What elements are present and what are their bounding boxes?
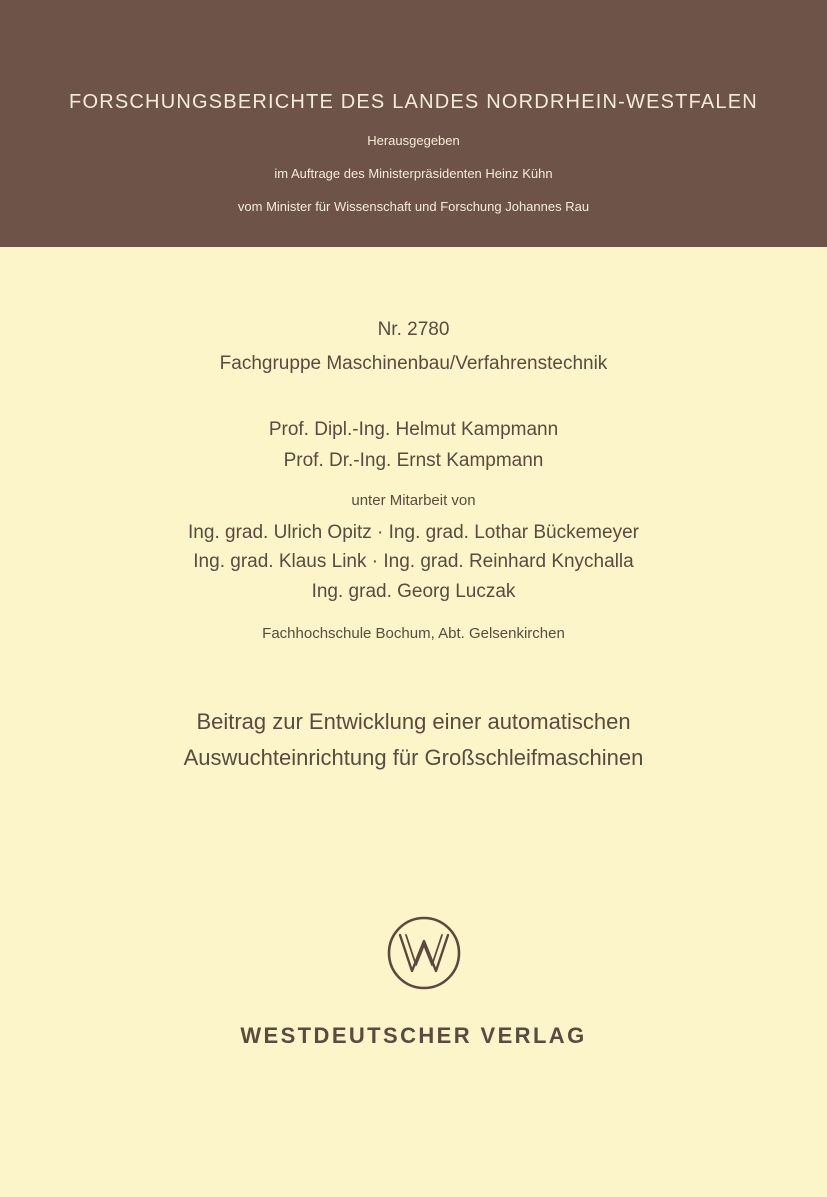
collaborators-line-2: Ing. grad. Klaus Link · Ing. grad. Reinhard Knychalla (193, 551, 634, 572)
book-title-line-2: Auswuchteinrichtung für Großschleifmaschinen (183, 745, 644, 770)
author-2: Prof. Dr.-Ing. Ernst Kampmann (283, 450, 544, 471)
editor-line: Herausgegeben (367, 133, 460, 148)
westdeutscher-verlag-logo-icon (386, 915, 462, 991)
collaborators-line-3: Ing. grad. Georg Luczak (311, 581, 516, 602)
minister-line: vom Minister für Wissenschaft und Forschung Johannes Rau (237, 199, 590, 214)
report-number: Nr. 2780 (377, 319, 450, 340)
book-title-line-1: Beitrag zur Entwicklung einer automatischen (196, 709, 631, 734)
publisher-name: WESTDEUTSCHER VERLAG (240, 1023, 587, 1048)
series-header-band (0, 0, 827, 247)
commission-line: im Auftrage des Ministerpräsidenten Heinz Kühn (274, 166, 553, 181)
series-title: FORSCHUNGSBERICHTE DES LANDES NORDRHEIN-WESTFALEN (69, 91, 758, 113)
author-1: Prof. Dipl.-Ing. Helmut Kampmann (268, 419, 559, 440)
institution: Fachhochschule Bochum, Abt. Gelsenkirchen (262, 625, 565, 642)
collaboration-label: unter Mitarbeit von (351, 492, 476, 509)
collaborators-line-1: Ing. grad. Ulrich Opitz · Ing. grad. Lothar Bückemeyer (188, 522, 639, 543)
subject-group: Fachgruppe Maschinenbau/Verfahrenstechnik (219, 353, 608, 374)
